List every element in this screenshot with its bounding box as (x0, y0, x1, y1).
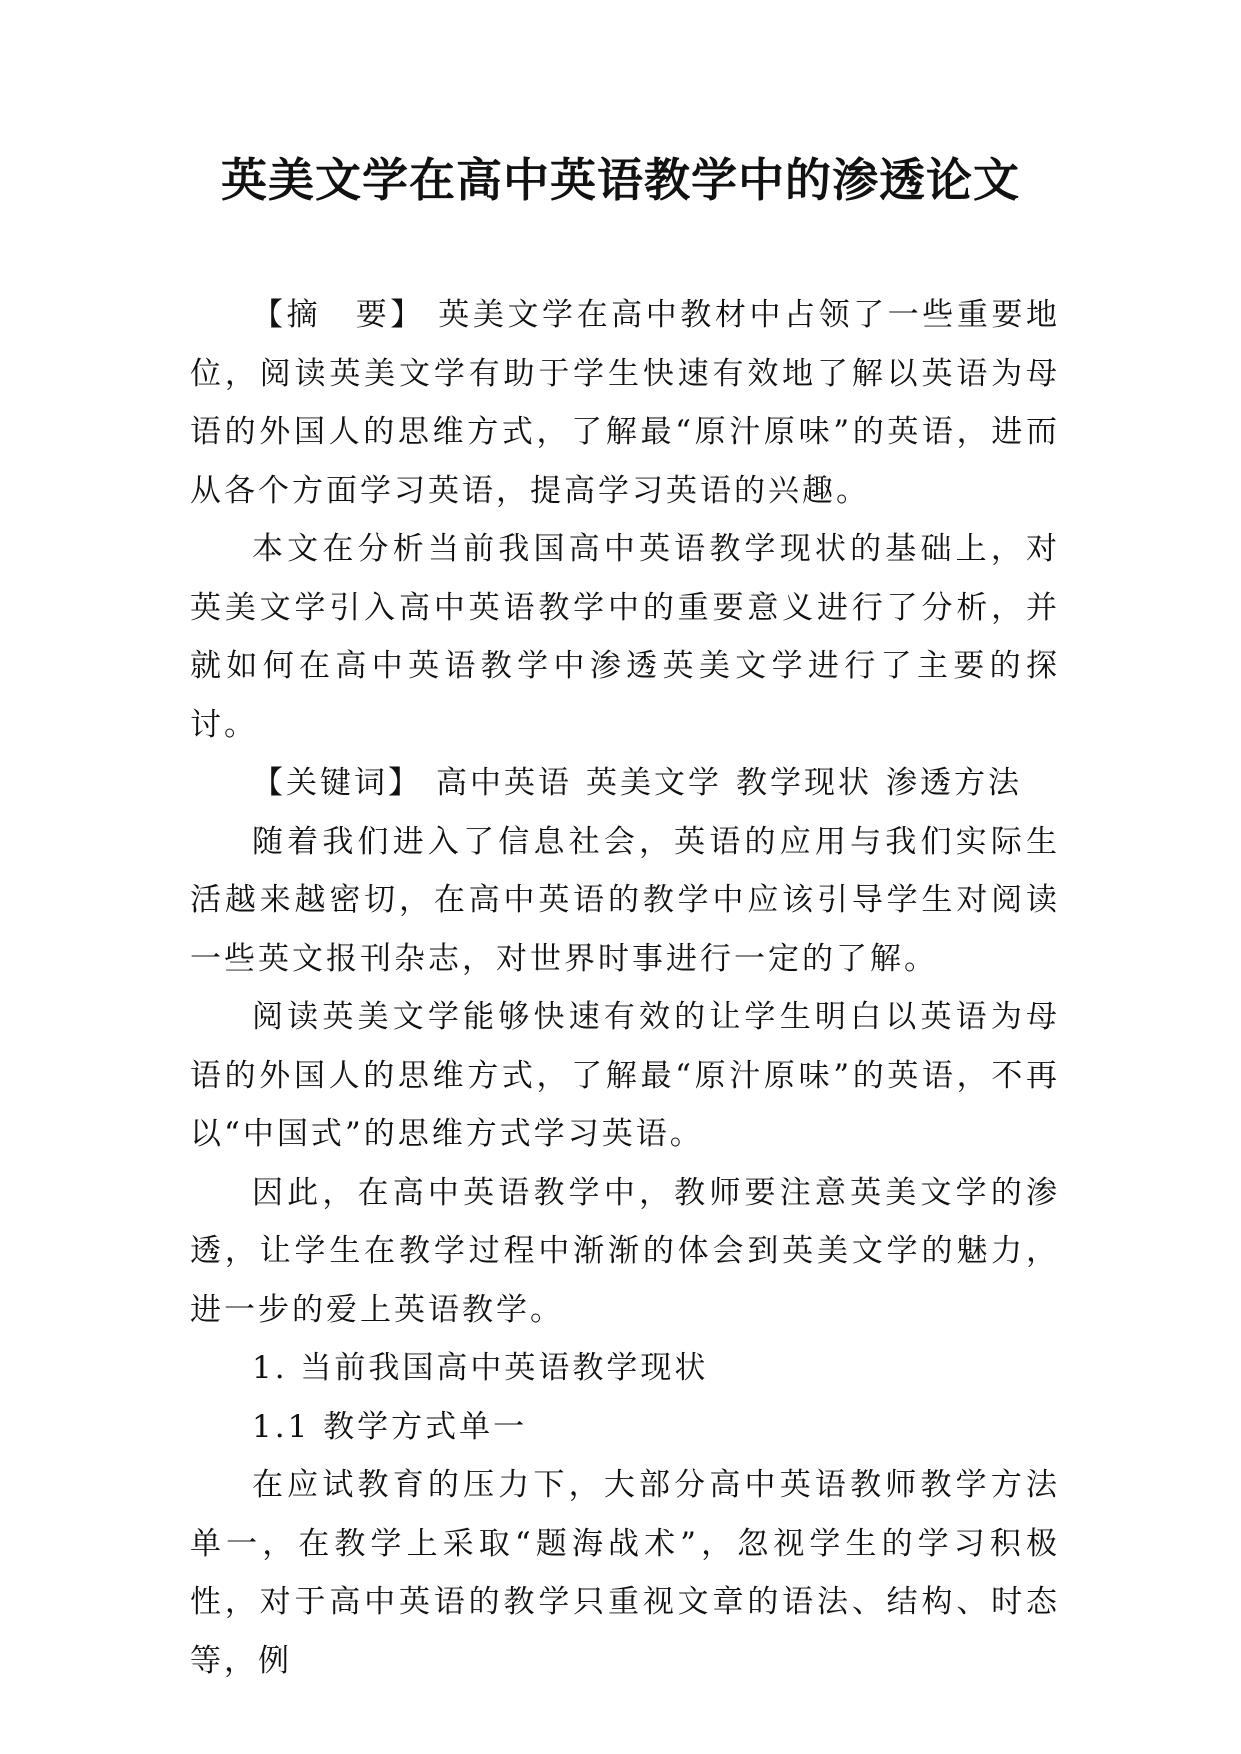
subsection-heading: 1.1 教学方式单一 (252, 1408, 528, 1445)
abstract-label: 【摘 要】 (252, 297, 425, 333)
document-title: 英美文学在高中英语教学中的渗透论文 (221, 153, 1020, 207)
body-paragraph: 阅读英美文学能够快速有效的让学生明白以英语为母语的外国人的思维方式，了解最“原汁原味”的英语，不再以“中国式”的思维方式学习英语。 (190, 999, 1060, 1152)
keyword: 教学现状 (736, 765, 872, 801)
body-paragraph: 随着我们进入了信息社会，英语的应用与我们实际生活越来越密切，在高中英语的教学中应该引导学生对阅读一些英文报刊杂志，对世界时事进行一定的了解。 (190, 823, 1060, 977)
document-body (190, 286, 1060, 1690)
keyword: 英美文学 (586, 765, 722, 801)
keyword: 高中英语 (436, 765, 572, 801)
keywords-line (190, 754, 1060, 813)
abstract-paragraph (190, 286, 1060, 520)
body-paragraph: 在应试教育的压力下，大部分高中英语教师教学方法单一，在教学上采取“题海战术”，忽视学生的学习积极性，对于高中英语的教学只重视文章的语法、结构、时态等，例 (190, 1467, 1060, 1679)
keyword: 渗透方法 (886, 765, 1022, 801)
body-paragraph: 因此，在高中英语教学中，教师要注意英美文学的渗透，让学生在教学过程中渐渐的体会到英美文学的魅力，进一步的爱上英语教学。 (190, 1174, 1060, 1328)
abstract-paragraph-2: 本文在分析当前我国高中英语教学现状的基础上，对英美文学引入高中英语教学中的重要意义进行了分析，并就如何在高中英语教学中渗透英美文学进行了主要的探讨。 (190, 531, 1060, 743)
keywords-label: 【关键词】 (252, 765, 422, 801)
abstract-text: 英美文学在高中教材中占领了一些重要地位，阅读英美文学有助于学生快速有效地了解以英语为母语的外国人的思维方式，了解最“原汁原味”的英语，进而从各个方面学习英语，提高学习英语的兴趣。 (190, 297, 1061, 509)
section-heading: 1. 当前我国高中英语教学现状 (252, 1350, 709, 1386)
